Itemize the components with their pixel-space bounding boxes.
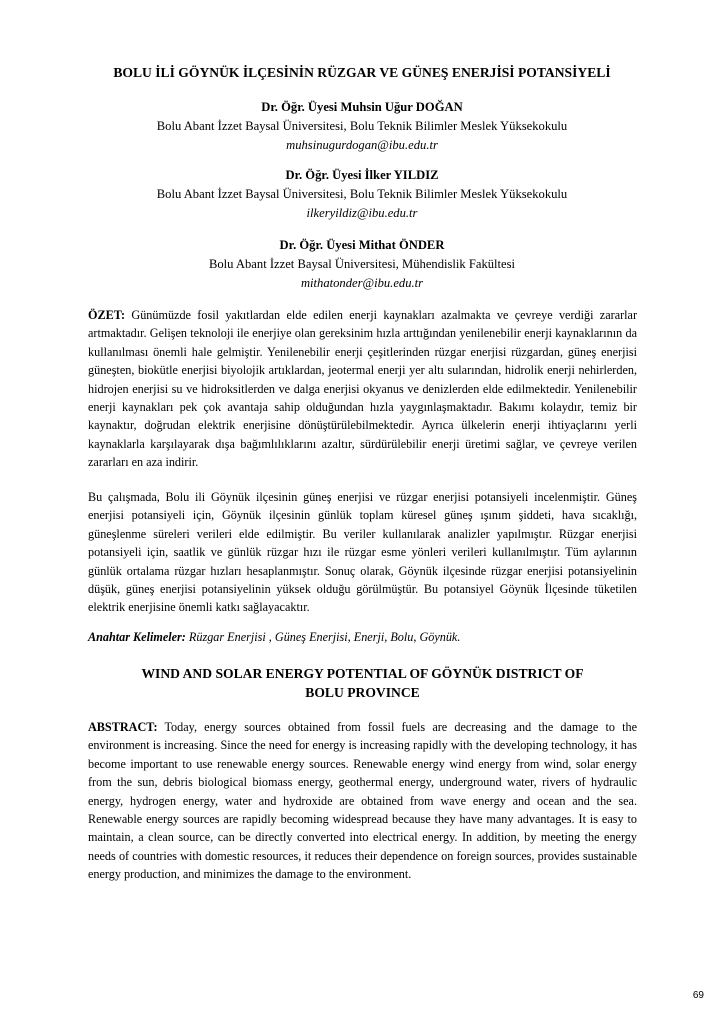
- author-name: Dr. Öğr. Üyesi Mithat ÖNDER: [279, 238, 445, 252]
- ozet-label: ÖZET:: [88, 308, 126, 322]
- author-affiliation: Bolu Abant İzzet Baysal Üniversitesi, Bolu Teknik Bilimler Meslek Yüksekokulu: [156, 187, 568, 201]
- author-name: Dr. Öğr. Üyesi İlker YILDIZ: [285, 168, 439, 182]
- page-number: 69: [692, 990, 704, 1001]
- author-affiliation: Bolu Abant İzzet Baysal Üniversitesi, Mühendislik Fakültesi: [208, 257, 516, 271]
- ozet-paragraph-1: [88, 306, 637, 472]
- author-2: [60, 166, 664, 223]
- english-title-line-1: WIND AND SOLAR ENERGY POTENTIAL OF GÖYNÜK DISTRICT OF: [141, 666, 584, 681]
- ozet-paragraph-2: Bu çalışmada, Bolu ili Göynük ilçesinin güneş enerjisi ve rüzgar enerjisi potansiyeli incelenmiştir. Güneş enerjisi potansiyeli için, Göynük ilçesinin günlük toplam küresel güneş ışınım şiddeti, hava sıcaklığı, güneşlenme süreleri verileri elde edilmiştir. Bu veriler kullanılarak analizler yapılmıştır. Rüzgar enerjisi potansiyeli için, saatlik ve günlük rüzgar hızı ile rüzgar esme yönleri verileri kullanılmıştır. Tüm aylarının günlük ortalama rüzgar hızları hesaplanmıştır. Sonuç olarak, Göynük ilçesinde rüzgar enerjisi potansiyelinin düşük, güneş enerjisi potansiyelinin yüksek olduğu görülmüştür. Bu potansiyel Göynük İlçesinde tüketilen elektrik enerjisine önemli katkı sağlayacaktır.: [88, 490, 637, 615]
- author-affiliation: Bolu Abant İzzet Baysal Üniversitesi, Bolu Teknik Bilimler Meslek Yüksekokulu: [156, 119, 568, 133]
- author-3: [60, 236, 664, 293]
- author-email: muhsinugurdogan@ibu.edu.tr: [286, 138, 438, 152]
- author-email: mithatonder@ibu.edu.tr: [300, 276, 424, 290]
- paper-title: BOLU İLİ GÖYNÜK İLÇESİNİN RÜZGAR VE GÜNEŞ ENERJİSİ POTANSİYELİ: [113, 65, 611, 80]
- abstract-paragraph: [88, 718, 637, 884]
- ozet-text: Günümüzde fosil yakıtlardan elde edilen enerji kaynakları azalmakta ve çevreye verdiği zararlar artmaktadır. Gelişen teknoloji ile enerjiye olan gereksinim hızla arttığından yenilenebilir enerji kaynaklarının da kullanılması önemli hale gelmiştir. Yenilenebilir enerji çeşitlerinden rüzgar enerjisi rüzgardan, güneş enerjisi güneşten, biokütle enerjisi biyolojik artıklardan, jeotermal enerji yer altı sularından, hidrolik enerji nehirlerden, hidrojen enerjisi su ve hidroksitlerden ve dalga enerjisi okyanus ve denizlerden elde edilmektedir. Yenilenebilir enerji kaynakları pek çok avantaja sahip olduğundan hızla yaygınlaşmaktadır. Bakımı kolaydır, temiz bir kaynaktır, doğrudan elektrik enerjisine dönüştürülebilmektedir. Ayrıca ülkelerin enerji ihtiyaçlarını yerli kaynaklarla karşılayarak dışa bağımlılıklarını azaltır, sürdürülebilir enerji üretimi sağlar, ve çevreye verilen zararları en aza indirir.: [88, 308, 638, 470]
- abstract-label: ABSTRACT:: [88, 720, 158, 734]
- keywords-label: Anahtar Kelimeler:: [88, 630, 186, 644]
- author-name: Dr. Öğr. Üyesi Muhsin Uğur DOĞAN: [261, 100, 463, 114]
- keywords: [88, 628, 637, 646]
- abstract-text: Today, energy sources obtained from fossil fuels are decreasing and the damage to the environment is increasing. Since the need for energy is increasing rapidly with the developing technology, it has become important to use renewable energy sources. Renewable energy wind energy from wind, solar energy from the sun, debris biological biomass energy, geothermal energy, underground water, rivers of hydraulic energy, hydrogen energy, water and hydroxide are obtained from wave energy and ocean and the sea. Renewable energy sources are rapidly becoming widespread because they have many advantages. It is easy to maintain, a clean source, can be directly converted into electrical energy. In addition, by meeting the energy needs of countries with domestic resources, it reduces their dependence on foreign sources, provides sustainable energy production, and minimizes the damage to the environment.: [88, 720, 637, 882]
- english-title-line-2: BOLU PROVINCE: [305, 685, 420, 700]
- keywords-text: Rüzgar Enerjisi , Güneş Enerjisi, Enerji, Bolu, Göynük.: [188, 630, 461, 644]
- author-email: ilkeryildiz@ibu.edu.tr: [306, 206, 418, 220]
- english-title: [88, 664, 637, 702]
- author-1: [60, 98, 664, 155]
